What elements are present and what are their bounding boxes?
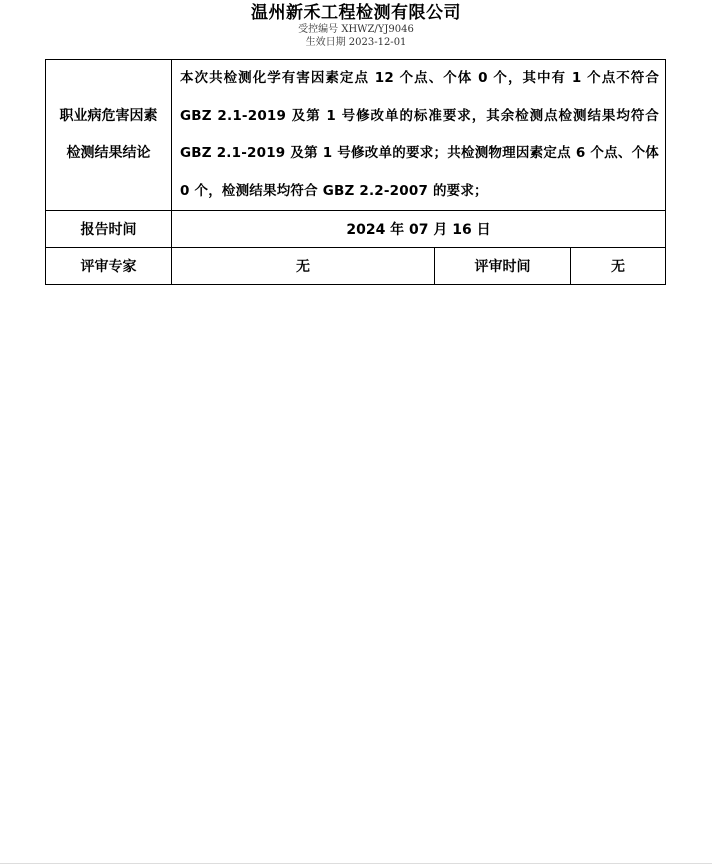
conclusion-label: 职业病危害因素检测结果结论 [46,60,172,211]
document-header [0,0,712,49]
effective-date: 生效日期 2023-12-01 [305,37,407,48]
review-time-value: 无 [571,248,666,285]
review-time-label: 评审时间 [435,248,571,285]
review-row [46,248,666,285]
result-table [45,59,666,285]
report-time-label: 报告时间 [46,211,172,248]
reviewer-value: 无 [172,248,435,285]
conclusion-text: 本次共检测化学有害因素定点 12 个点、个体 0 个，其中有 1 个点不符合 GBZ 2.1-2019 及第 1 号修改单的标准要求，其余检测点检测结果均符合 GBZ 2.1-2019 及第 1 号修改单的要求；共检测物理因素定点 6 个点、个体 0 个，检测结果均符合 GBZ 2.2-2007 的要求； [172,60,666,211]
company-name: 温州新禾工程检测有限公司 [251,3,461,23]
control-number: 受控编号 XHWZ/YJ9046 [298,24,414,35]
conclusion-row [46,60,666,211]
reviewer-label: 评审专家 [46,248,172,285]
report-time-value: 2024 年 07 月 16 日 [172,211,666,248]
report-time-row [46,211,666,248]
